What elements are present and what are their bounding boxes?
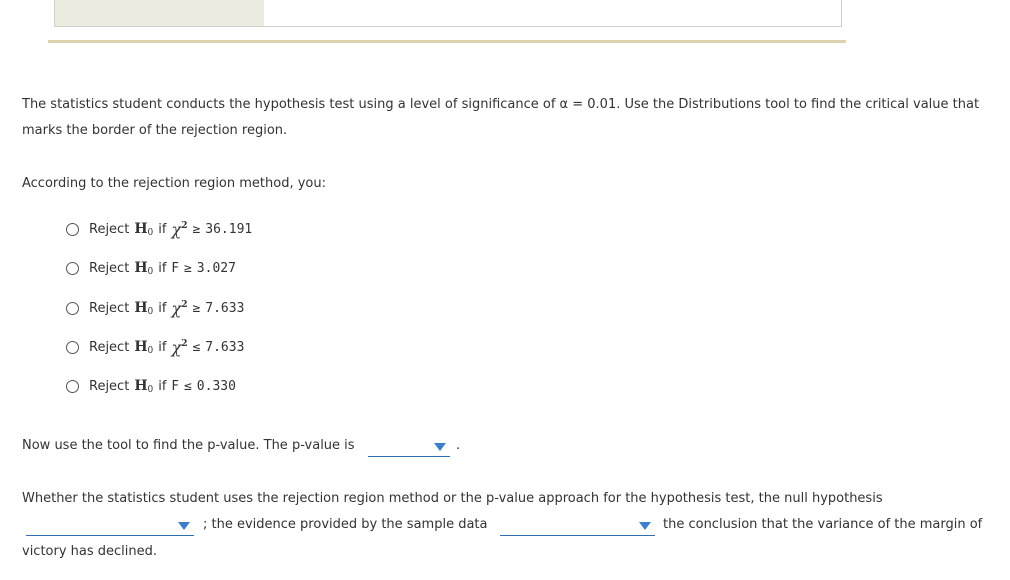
conclusion-line-3: victory has declined.: [22, 544, 158, 559]
null-hypothesis-symbol: $H_0$: [134, 338, 154, 356]
radio-unselected-icon[interactable]: [66, 223, 79, 236]
null-hypothesis-symbol: $H_0$: [134, 377, 154, 395]
conclusion-end-text: the conclusion that the variance of the margin of: [663, 517, 983, 532]
null-hypothesis-symbol: $H_0$: [134, 220, 154, 238]
option-reject-chi-ge-7633[interactable]: [66, 296, 244, 320]
pvalue-end-punctuation: .: [456, 438, 461, 453]
pvalue-dropdown[interactable]: [368, 438, 450, 457]
option-if-word: if: [158, 339, 167, 355]
null-hypothesis-symbol: $H_0$: [134, 299, 154, 317]
option-reject-word: Reject: [89, 221, 130, 237]
intro-line-1: The statistics student conducts the hypothesis test using a level of significance of α = 0.01. Use the Distributions tool to find the critical value that: [22, 97, 980, 112]
option-value: 0.330: [196, 378, 236, 394]
option-reject-f-le-0330[interactable]: [66, 374, 236, 398]
chi-square-symbol: $\chi^2$: [171, 298, 188, 318]
option-reject-word: Reject: [89, 300, 130, 316]
radio-unselected-icon[interactable]: [66, 341, 79, 354]
option-relation: ≥: [183, 260, 192, 276]
tool-side-panel: [55, 0, 264, 26]
pvalue-prompt: Now use the tool to find the p-value. The p-value is: [22, 438, 355, 453]
evidence-dropdown[interactable]: [500, 517, 655, 536]
radio-unselected-icon[interactable]: [66, 380, 79, 393]
option-if-word: if: [158, 378, 167, 394]
option-value: 7.633: [205, 300, 245, 316]
chevron-down-icon[interactable]: [639, 522, 651, 530]
option-value: 36.191: [205, 221, 253, 237]
option-if-word: if: [158, 221, 167, 237]
null-hypothesis-symbol: $H_0$: [134, 259, 154, 277]
option-relation: ≤: [183, 378, 192, 394]
conclusion-line-1: Whether the statistics student uses the rejection region method or the p-value approach for the hypothesis test, the null hypothesis: [22, 491, 883, 506]
option-value: 7.633: [205, 339, 245, 355]
option-relation: ≤: [192, 339, 201, 355]
option-reject-chi-ge-36191[interactable]: [66, 217, 252, 241]
option-if-word: if: [158, 260, 167, 276]
radio-unselected-icon[interactable]: [66, 302, 79, 315]
chevron-down-icon[interactable]: [434, 443, 446, 451]
conclusion-middle-text: ; the evidence provided by the sample data: [203, 517, 488, 532]
option-reject-f-ge-3027[interactable]: [66, 256, 236, 280]
chevron-down-icon[interactable]: [178, 522, 190, 530]
option-relation: ≥: [192, 300, 201, 316]
f-statistic-symbol: F: [171, 260, 179, 276]
option-reject-word: Reject: [89, 378, 130, 394]
chi-square-symbol: $\chi^2$: [171, 337, 188, 357]
distributions-tool-frame[interactable]: [54, 0, 842, 27]
intro-line-2: marks the border of the rejection region.: [22, 123, 288, 138]
option-relation: ≥: [192, 221, 201, 237]
radio-unselected-icon[interactable]: [66, 262, 79, 275]
option-if-word: if: [158, 300, 167, 316]
f-statistic-symbol: F: [171, 378, 179, 394]
option-reject-chi-le-7633[interactable]: [66, 335, 244, 359]
section-divider: [48, 40, 846, 43]
option-reject-word: Reject: [89, 339, 130, 355]
option-reject-word: Reject: [89, 260, 130, 276]
null-hypothesis-dropdown[interactable]: [26, 517, 194, 536]
chi-square-symbol: $\chi^2$: [171, 219, 188, 239]
question-prompt: According to the rejection region method, you:: [22, 176, 326, 191]
option-value: 3.027: [196, 260, 236, 276]
